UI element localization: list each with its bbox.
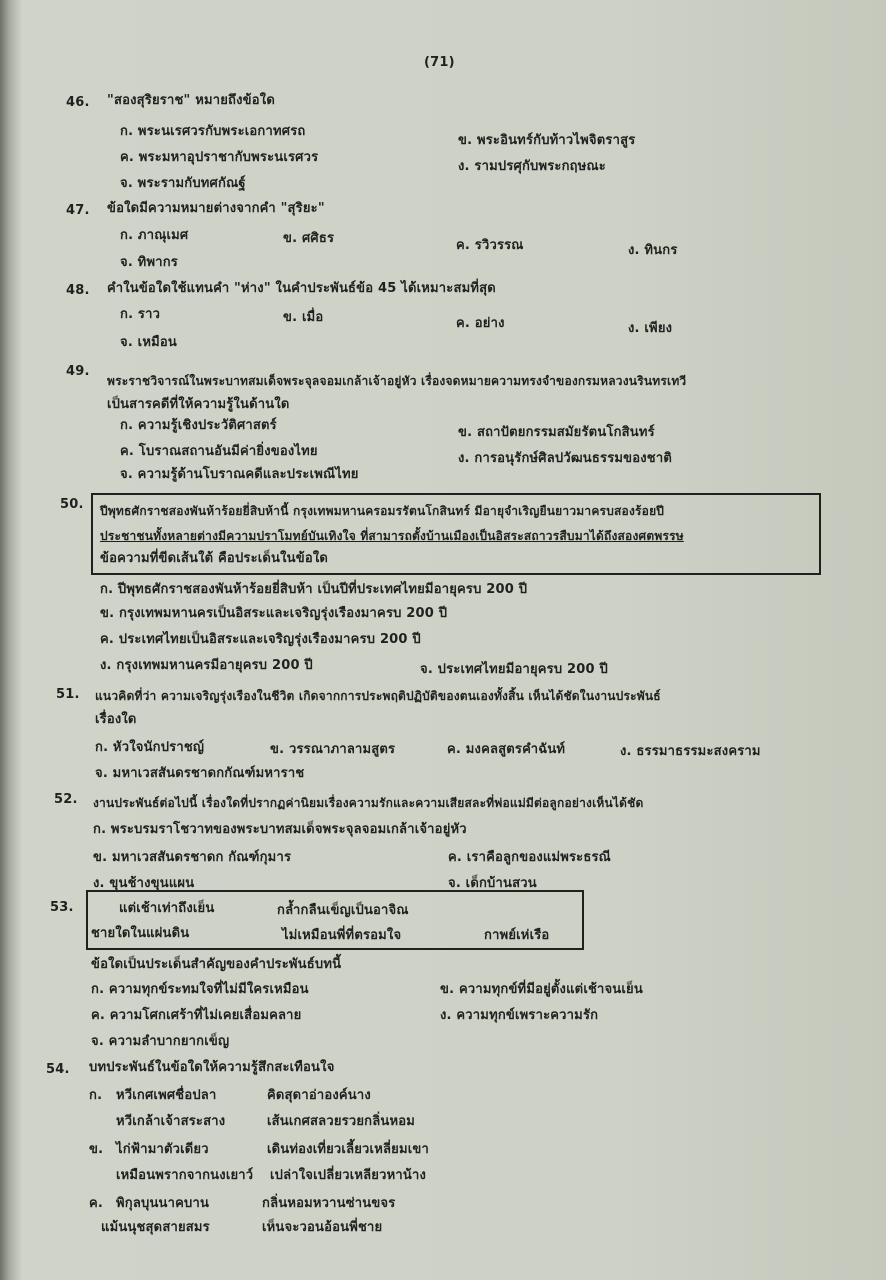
question-number: 48. xyxy=(66,283,90,298)
option: ก. ภาณุเมศ xyxy=(120,228,189,243)
option: จ. ประเทศไทยมีอายุครบ 200 ปี xyxy=(420,662,608,677)
verse: เหมือนพรากจากนงเยาว์ xyxy=(116,1168,254,1183)
option: ก. พระบรมราโชวาทของพระบาทสมเด็จพระจุลจอมเกล้าเจ้าอยู่หัว xyxy=(93,822,467,837)
option: จ. ความลำบากยากเข็ญ xyxy=(91,1034,230,1049)
question-stem-continued: เรื่องใด xyxy=(95,712,137,727)
option: ค. อย่าง xyxy=(456,316,505,331)
question-number: 52. xyxy=(54,792,78,807)
option: ง. ขุนช้างขุนแผน xyxy=(93,876,195,891)
option: ข. กรุงเทพมหานครเป็นอิสระและเจริญรุ่งเรืองมาครบ 200 ปี xyxy=(100,606,448,621)
question-stem: บทประพันธ์ในข้อใดให้ความรู้สึกสะเทือนใจ xyxy=(89,1060,335,1075)
verse: กลิ่นหอมหวานซ่านขจร xyxy=(262,1196,396,1211)
option: ก. ความรู้เชิงประวัติศาสตร์ xyxy=(120,418,277,433)
question-stem: "สองสุริยราช" หมายถึงข้อใด xyxy=(107,93,275,108)
option: ค. มงคลสูตรคำฉันท์ xyxy=(447,742,566,757)
question-stem: งานประพันธ์ต่อไปนี้ เรื่องใดที่ปรากฏค่านิยมเรื่องความรักและความเสียสละที่พ่อแม่มีต่อลูกอย่างเห็นได้ชัด xyxy=(93,796,644,810)
option: ค. โบราณสถานอันมีค่ายิ่งของไทย xyxy=(120,444,318,459)
option: ข. พระอินทร์กับท้าวไพจิตราสูร xyxy=(458,133,636,148)
question-stem: ข้อใดเป็นประเด็นสำคัญของคำประพันธ์บทนี้ xyxy=(91,957,342,972)
option: ค. พระมหาอุปราชากับพระนเรศวร xyxy=(120,150,319,165)
option: จ. มหาเวสสันดรชาดกกัณฑ์มหาราช xyxy=(95,766,305,781)
question-stem-continued: เป็นสารคดีที่ให้ความรู้ในด้านใด xyxy=(107,397,290,412)
poem-line: แต่เช้าเท่าถึงเย็น xyxy=(119,901,215,916)
option: ง. ความทุกข์เพราะความรัก xyxy=(440,1008,599,1023)
option: จ. เหมือน xyxy=(120,335,177,350)
question-stem: ข้อใดมีความหมายต่างจากคำ "สุริยะ" xyxy=(107,201,325,216)
option: ก. หัวใจนักปราชญ์ xyxy=(95,740,205,755)
option-label: ค. xyxy=(89,1196,104,1211)
poem-line: ไม่เหมือนพี่ที่ตรอมใจ xyxy=(282,928,402,943)
question-number: 46. xyxy=(66,95,90,110)
passage-line: ปีพุทธศักราชสองพันห้าร้อยยี่สิบห้านี้ กรุงเทพมหานครอมรรัตนโกสินทร์ มีอายุจำเริญยืนยาวมาครบสองร้อยปี xyxy=(100,504,665,518)
option: ข. วรรณาภาลามสูตร xyxy=(270,742,396,757)
option: ง. เพียง xyxy=(628,321,673,336)
poem-line: ชายใดในแผ่นดิน xyxy=(91,926,190,941)
question-number: 54. xyxy=(46,1062,70,1077)
page-number: (71) xyxy=(424,55,455,70)
question-number: 49. xyxy=(66,364,90,379)
option: จ. ทิพากร xyxy=(120,255,178,270)
option: ก. พระนเรศวรกับพระเอกาทศรถ xyxy=(120,124,306,139)
verse: หวีเกศเพศชื่อปลา xyxy=(116,1088,217,1103)
option: ข. ความทุกข์ที่มีอยู่ตั้งแต่เช้าจนเย็น xyxy=(440,982,643,997)
option: ข. ศศิธร xyxy=(283,231,335,246)
option-label: ข. xyxy=(89,1142,104,1157)
question-number: 47. xyxy=(66,203,90,218)
verse: เส้นเกศสลวยรวยกลิ่นหอม xyxy=(267,1114,416,1129)
question-number: 50. xyxy=(60,497,84,512)
option: ก. ปีพุทธศักราชสองพันห้าร้อยยี่สิบห้า เป็นปีที่ประเทศไทยมีอายุครบ 200 ปี xyxy=(100,582,528,597)
option: ง. ธรรมาธรรมะสงคราม xyxy=(620,744,761,759)
question-stem: แนวคิดที่ว่า ความเจริญรุ่งเรืองในชีวิต เกิดจากการประพฤติปฏิบัติของตนเองทั้งสิ้น เห็นได้ชัดในงานประพันธ์ xyxy=(95,689,661,703)
option-label: ก. xyxy=(89,1088,103,1103)
question-stem: คำในข้อใดใช้แทนคำ "ห่าง" ในคำประพันธ์ข้อ 45 ได้เหมาะสมที่สุด xyxy=(107,281,496,296)
verse: คิดสุดาอ่าองค์นาง xyxy=(267,1088,371,1103)
option: ข. มหาเวสสันดรชาดก กัณฑ์กุมาร xyxy=(93,850,292,865)
option: ข. สถาปัตยกรรมสมัยรัตนโกสินทร์ xyxy=(458,425,655,440)
poem-line: กล้ำกลืนเข็ญเป็นอาจิณ xyxy=(277,903,409,918)
option: ง. ทินกร xyxy=(628,243,678,258)
verse: พิกุลบุนนาคบาน xyxy=(116,1196,210,1211)
option: จ. ความรู้ด้านโบราณคดีและประเพณีไทย xyxy=(120,467,359,482)
question-stem: พระราชวิจารณ์ในพระบาทสมเด็จพระจุลจอมเกล้าเจ้าอยู่หัว เรื่องจดหมายความทรงจำของกรมหลวงนรินทรเทวี xyxy=(107,374,687,388)
verse: แม้นนุชสุดสายสมร xyxy=(101,1220,210,1235)
verse: เดินท่องเที่ยวเลี้ยวเหลี่ยมเขา xyxy=(267,1142,429,1157)
passage-line-underlined: ประชาชนทั้งหลายต่างมีความปราโมทย์บันเทิงใจ ที่สามารถตั้งบ้านเมืองเป็นอิสระสถาวรสืบมาได้ถึงสองศตพรรษ xyxy=(100,529,684,543)
option: จ. พระรามกับทศกัณฐ์ xyxy=(120,176,246,191)
option: ข. เมื่อ xyxy=(283,310,324,325)
verse: ไก่ฟ้ามาตัวเดียว xyxy=(116,1142,209,1157)
option: ค. รวิวรรณ xyxy=(456,238,524,253)
option: ง. การอนุรักษ์ศิลปวัฒนธรรมของชาติ xyxy=(458,451,672,466)
verse: หวีเกล้าเจ้าสระสาง xyxy=(116,1114,226,1129)
question-number: 51. xyxy=(56,687,80,702)
option: ง. รามปรศุกับพระกฤษณะ xyxy=(458,159,606,174)
verse: เปล่าใจเปลี่ยวเหลียวหาน้าง xyxy=(270,1168,427,1183)
option: ก. ราว xyxy=(120,307,161,322)
question-number: 53. xyxy=(50,900,74,915)
option: ก. ความทุกข์ระทมใจที่ไม่มีใครเหมือน xyxy=(91,982,309,997)
option: ค. ประเทศไทยเป็นอิสระและเจริญรุ่งเรืองมาครบ 200 ปี xyxy=(100,632,421,647)
passage-question: ข้อความที่ขีดเส้นใต้ คือประเด็นในข้อใด xyxy=(100,551,329,566)
verse: เห็นจะวอนอ้อนพี่ชาย xyxy=(262,1220,383,1235)
option: จ. เด็กบ้านสวน xyxy=(448,876,537,891)
option: ค. ความโศกเศร้าที่ไม่เคยเสื่อมคลาย xyxy=(91,1008,302,1023)
poem-source: กาพย์เห่เรือ xyxy=(484,928,550,943)
option: ค. เราคือลูกของแม่พระธรณี xyxy=(448,850,611,865)
option: ง. กรุงเทพมหานครมีอายุครบ 200 ปี xyxy=(100,658,313,673)
